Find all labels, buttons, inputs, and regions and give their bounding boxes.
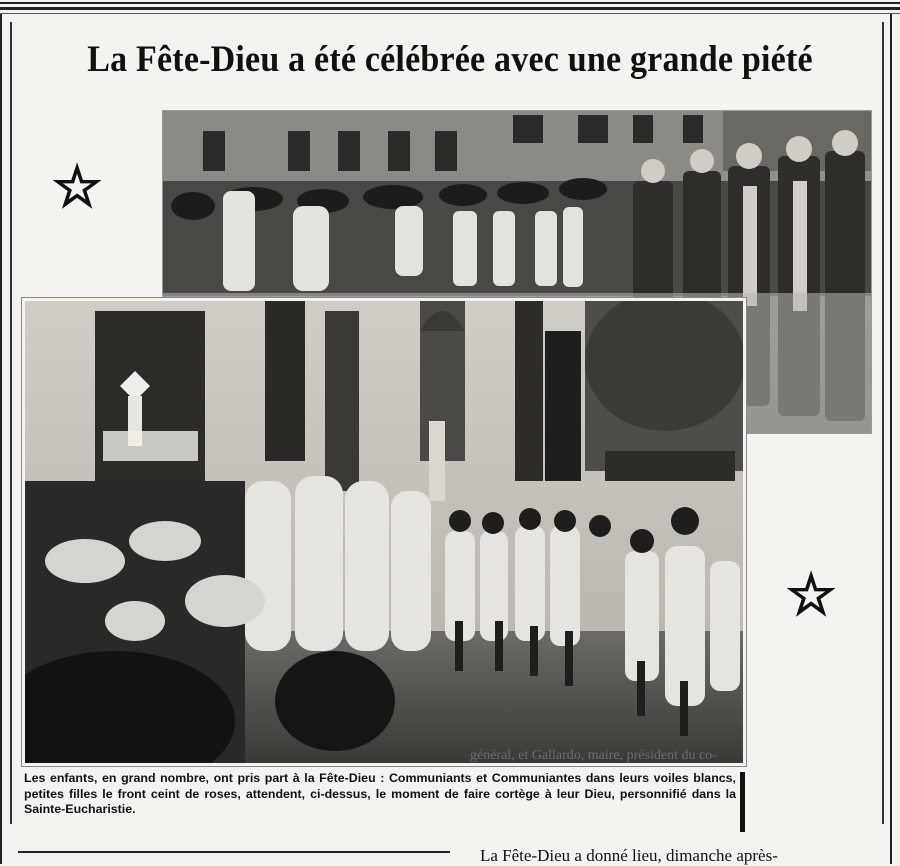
right-border	[890, 14, 892, 864]
article-body-start: La Fête-Dieu a donné lieu, dimanche après-	[480, 846, 778, 865]
frame-right	[882, 22, 884, 824]
column-rule	[18, 851, 450, 853]
top-rule-thin	[0, 13, 900, 14]
frame-left	[10, 22, 12, 824]
top-rule	[0, 2, 900, 4]
photo-caption: Les enfants, en grand nombre, ont pris part à la Fête-Dieu : Communiants et Communiantes dans leurs voiles blancs, petites filles le front ceint de roses, attendent, ci-dessus, le moment de faire cortège à leur Dieu, personnifié dans la Sainte-Eucharistie.	[24, 771, 736, 816]
article-headline: La Fête-Dieu a été célébrée avec une grande piété	[87, 39, 813, 80]
top-rule-thick	[0, 7, 900, 10]
left-border	[0, 14, 2, 864]
caption-bar	[740, 772, 745, 832]
photo-communicants-church	[22, 298, 746, 766]
star-outline-icon: ☆	[786, 563, 837, 628]
bleed-through-text: général, et Gallardo, maire, président du co-	[470, 748, 717, 763]
star-outline-icon: ☆	[52, 155, 103, 220]
